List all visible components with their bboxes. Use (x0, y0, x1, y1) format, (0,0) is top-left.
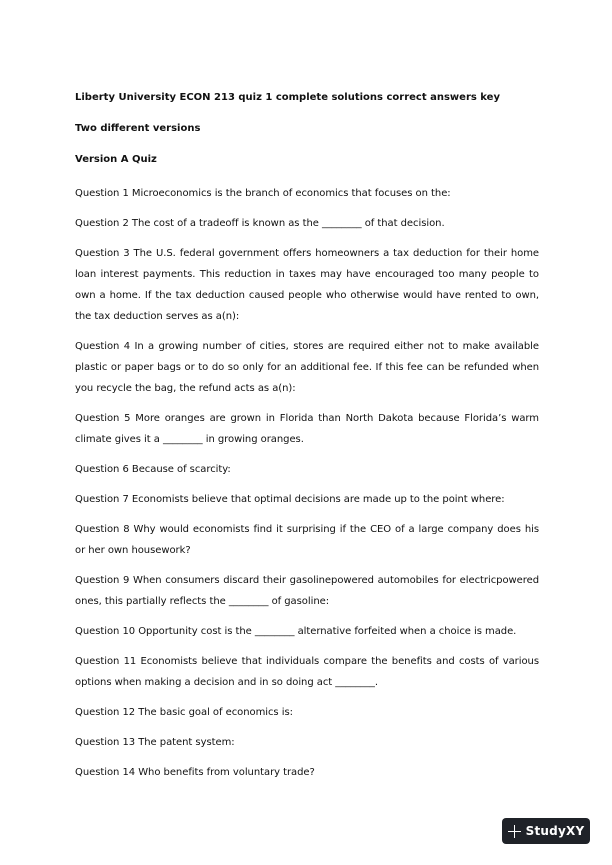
question-7: Question 7 Economists believe that optimal decisions are made up to the point where: (75, 494, 505, 505)
document-subtitle: Two different versions (75, 123, 201, 134)
question-14: Question 14 Who benefits from voluntary trade? (75, 767, 315, 778)
question-11: Question 11 Economists believe that individuals compare the benefits and costs of various options when making a decision and in so doing act ________. (75, 656, 539, 688)
studyxy-logo[interactable] (502, 818, 590, 844)
question-12: Question 12 The basic goal of economics is: (75, 707, 293, 718)
question-8: Question 8 Why would economists find it surprising if the CEO of a large company does his or her own housework? (75, 524, 539, 556)
question-4: Question 4 In a growing number of cities, stores are required either not to make available plastic or paper bags or to do so only for an additional fee. If this fee can be refunded when you recycle the bag, the refund acts as a(n): (75, 341, 539, 394)
section-heading: Version A Quiz (75, 154, 157, 165)
question-3: Question 3 The U.S. federal government offers homeowners a tax deduction for their home loan interest payments. This reduction in taxes may have encouraged too many people to own a home. If the tax deduction caused people who otherwise would have rented to own, the tax deduction serves as a(n): (75, 248, 539, 322)
document-title: Liberty University ECON 213 quiz 1 complete solutions correct answers key (75, 92, 500, 103)
logo-text: StudyXY (525, 824, 585, 838)
document-content (75, 90, 539, 792)
question-9: Question 9 When consumers discard their gasolinepowered automobiles for electricpowered ones, this partially reflects the ________ of gasoline: (75, 575, 539, 607)
question-13: Question 13 The patent system: (75, 737, 235, 748)
question-2: Question 2 The cost of a tradeoff is known as the ________ of that decision. (75, 218, 445, 229)
question-6: Question 6 Because of scarcity: (75, 464, 231, 475)
question-1: Question 1 Microeconomics is the branch of economics that focuses on the: (75, 188, 451, 199)
plus-icon (508, 825, 521, 838)
question-5: Question 5 More oranges are grown in Florida than North Dakota because Florida’s warm climate gives it a ________ in growing oranges. (75, 413, 539, 445)
question-10: Question 10 Opportunity cost is the ________ alternative forfeited when a choice is made. (75, 626, 517, 637)
